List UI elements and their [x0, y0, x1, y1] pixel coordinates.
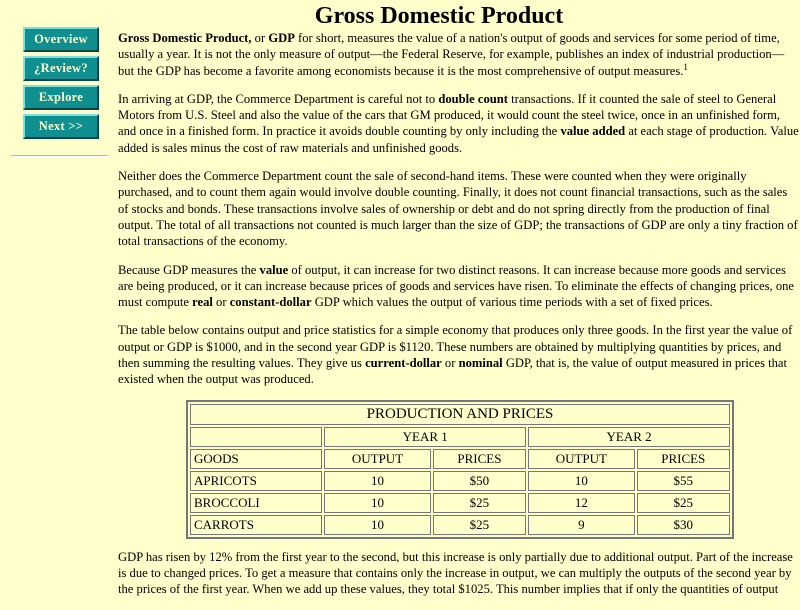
table-cell: 10 [324, 471, 430, 491]
term-nominal: nominal [458, 356, 503, 371]
table-row [190, 493, 730, 513]
table-cell: 9 [528, 515, 634, 535]
page-title: Gross Domestic Product [314, 3, 564, 29]
term-gdp: GDP [268, 31, 295, 45]
paragraph-intro [118, 30, 800, 79]
table-cell: CARROTS [190, 515, 322, 535]
next-button[interactable]: Next >> [23, 114, 99, 139]
text-segment: for short, measures the value of a nation's output of goods and services for some period of time, usually a year. It is not the only measure of output—the Federal Reserve, for example, publishes an index of industrial production—but the GDP has become a favorite among economists because it is the most comprehensive of output measures. [118, 31, 785, 78]
year1-header: YEAR 1 [324, 427, 526, 447]
review-button[interactable]: ¿Review? [23, 56, 99, 81]
table-cell: $55 [637, 471, 730, 491]
production-prices-table [186, 400, 734, 539]
table-row [190, 515, 730, 535]
term-current-dollar: current-dollar [365, 356, 442, 371]
term-constant-dollar: constant-dollar [229, 295, 312, 310]
text-segment: Because GDP measures the [118, 262, 260, 277]
column-header: OUTPUT [324, 449, 430, 469]
paragraph-second-hand: Neither does the Commerce Department count the sale of second-hand items. These were counted when they were originally purchased, and to count them again would involve double counting. Finally, it does not count financial transactions, such as the sales of stocks and bonds. These transactions involve sales of ownership or debt and do not spring directly from the production of final output. The total of all transactions not counted is much larger than the size of GDP; the transactions of GDP are only a tiny fraction of total transactions of the economy. [118, 169, 798, 249]
table-row [190, 471, 730, 491]
term-gdp-full: Gross Domestic Product, [118, 31, 252, 45]
sidebar-divider [11, 155, 108, 157]
year2-header: YEAR 2 [528, 427, 730, 447]
table-cell: $30 [637, 515, 730, 535]
paragraph-table-intro [118, 322, 800, 387]
table-cell: APRICOTS [190, 471, 322, 491]
column-header: PRICES [433, 449, 526, 469]
term-double-count: double count [438, 91, 508, 106]
explore-button[interactable]: Explore [23, 85, 99, 110]
table-cell: BROCCOLI [190, 493, 322, 513]
column-header: PRICES [637, 449, 730, 469]
main-content [118, 0, 800, 610]
table-cell: 12 [528, 493, 634, 513]
column-header: GOODS [190, 449, 322, 469]
paragraph-value [118, 262, 800, 311]
overview-button[interactable]: Overview [23, 27, 99, 52]
text-segment: GDP which values the output of various time periods with a set of fixed prices. [311, 295, 713, 310]
text-segment: In arriving at GDP, the Commerce Department is careful not to [118, 91, 439, 106]
sidebar-nav [11, 27, 108, 143]
text-segment: or [212, 295, 230, 310]
text-segment: transactions. If it counted the sale of steel to General Motors from U.S. Steel and also the value of the cars that GM produced, it would count the steel twice, once in an unfinished form, and once in a finished form. In practice it avoids double counting by only including the [118, 91, 781, 139]
table-cell: $25 [433, 493, 526, 513]
text-segment: or [441, 356, 459, 371]
table-caption: PRODUCTION AND PRICES [190, 404, 730, 425]
table-cell: 10 [324, 515, 430, 535]
text-segment: at each stage of production. Value added is sales minus the cost of raw materials and unfinished goods. [118, 124, 799, 155]
term-value: value [259, 262, 289, 277]
table-cell: $50 [433, 471, 526, 491]
table-caption-row [190, 404, 730, 425]
table-cell: 10 [324, 493, 430, 513]
text-segment: The table below contains output and price statistics for a simple economy that produces only three goods. In the first year the value of output or GDP is $1000, and in the second year GDP is $1120. These numbers are obtained by multiplying quantities by prices, and then summing the resulting values. They give us [118, 323, 793, 371]
text-segment: or [251, 31, 269, 45]
term-value-added: value added [560, 124, 626, 139]
table-cell-empty [190, 427, 322, 447]
paragraph-double-count [118, 91, 800, 156]
text-segment: of output, it can increase for two distinct reasons. It can increase because more goods and services are being produced, or it can increase because prices of goods and services have risen. To eliminate the effects of changing prices, one must compute [118, 262, 794, 310]
paragraph-real-gdp: GDP has risen by 12% from the first year to the second, but this increase is only partially due to additional output. Part of the increase is due to changed prices. To get a measure that contains only the increase in output, we can multiply the outputs of the second year by the prices of the first year. When we add up these values, they total $1025. This number implies that if only the quantities of output [118, 549, 793, 597]
term-real: real [192, 295, 213, 310]
table-cell: $25 [433, 515, 526, 535]
footnote-link[interactable]: 1 [683, 61, 688, 72]
table-cell: 10 [528, 471, 634, 491]
table-header-row [190, 449, 730, 469]
table-year-row [190, 427, 730, 447]
table-cell: $25 [637, 493, 730, 513]
column-header: OUTPUT [528, 449, 634, 469]
text-segment: GDP, that is, the value of output measured in prices that existed when the output was produced. [118, 356, 788, 387]
